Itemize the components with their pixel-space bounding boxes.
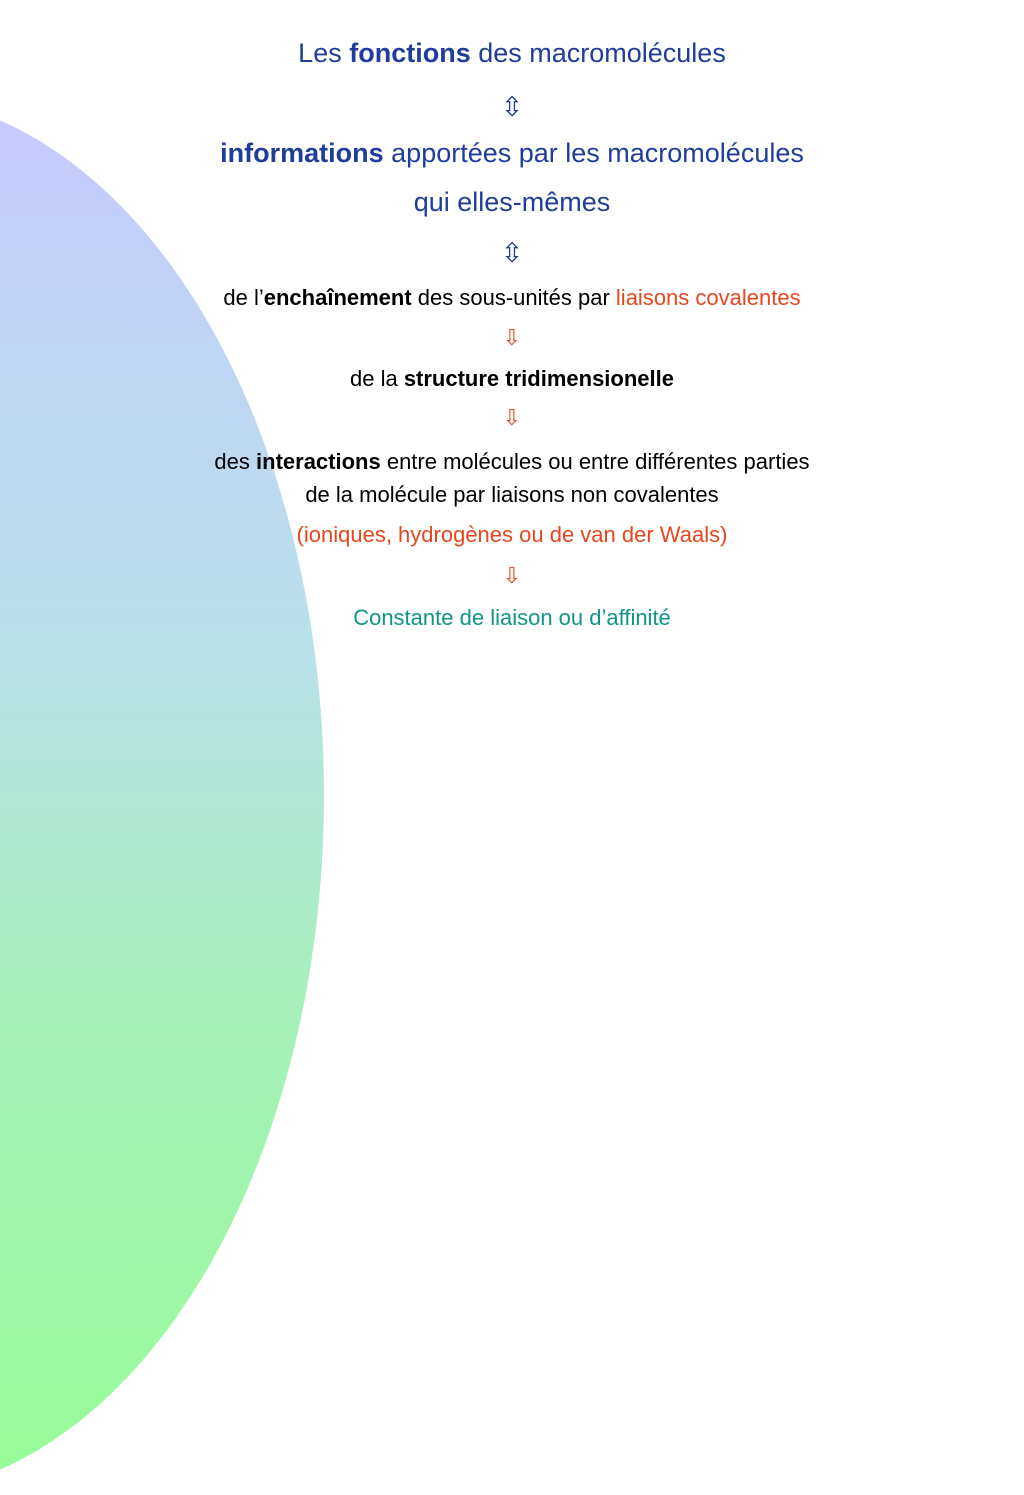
enchainement-pre: de l’	[223, 285, 264, 310]
interactions-bold: interactions	[256, 449, 381, 474]
interactions-pre: des	[214, 449, 257, 474]
non-covalentes-line: de la molécule par liaisons non covalentes	[305, 482, 719, 507]
updown-arrow-icon: ⇳	[500, 92, 524, 123]
title-bold: fonctions	[349, 38, 471, 68]
informations-bold: informations	[220, 138, 384, 168]
informations-line	[0, 138, 1024, 169]
updown-arrow-icon-2: ⇳	[500, 238, 524, 269]
structure-pre: de la	[349, 366, 404, 391]
title-post: des macromolécules	[470, 38, 726, 68]
qui-elles-memes-line: qui elles-mêmes	[413, 187, 611, 217]
informations-post: apportées par les macromolécules	[383, 138, 804, 168]
constante-line: Constante de liaison ou d’affinité	[353, 605, 671, 630]
down-arrow-icon-2: ⇩	[502, 406, 522, 431]
ioniques-line: (ioniques, hydrogènes ou de van der Waals)	[296, 522, 728, 547]
interactions-line	[0, 449, 1024, 475]
enchainement-mid: des sous-unités par	[411, 285, 616, 310]
structure-bold: structure tridimensionelle	[403, 366, 674, 391]
structure-line	[0, 366, 1024, 392]
interactions-post: entre molécules ou entre différentes parties	[380, 449, 810, 474]
enchainement-line	[0, 285, 1024, 311]
title-pre: Les	[298, 38, 350, 68]
liaisons-covalentes: liaisons covalentes	[615, 285, 801, 310]
down-arrow-icon-3: ⇩	[502, 564, 522, 589]
enchainement-bold: enchaînement	[263, 285, 412, 310]
down-arrow-icon-1: ⇩	[502, 326, 522, 351]
slide-title	[0, 38, 1024, 69]
